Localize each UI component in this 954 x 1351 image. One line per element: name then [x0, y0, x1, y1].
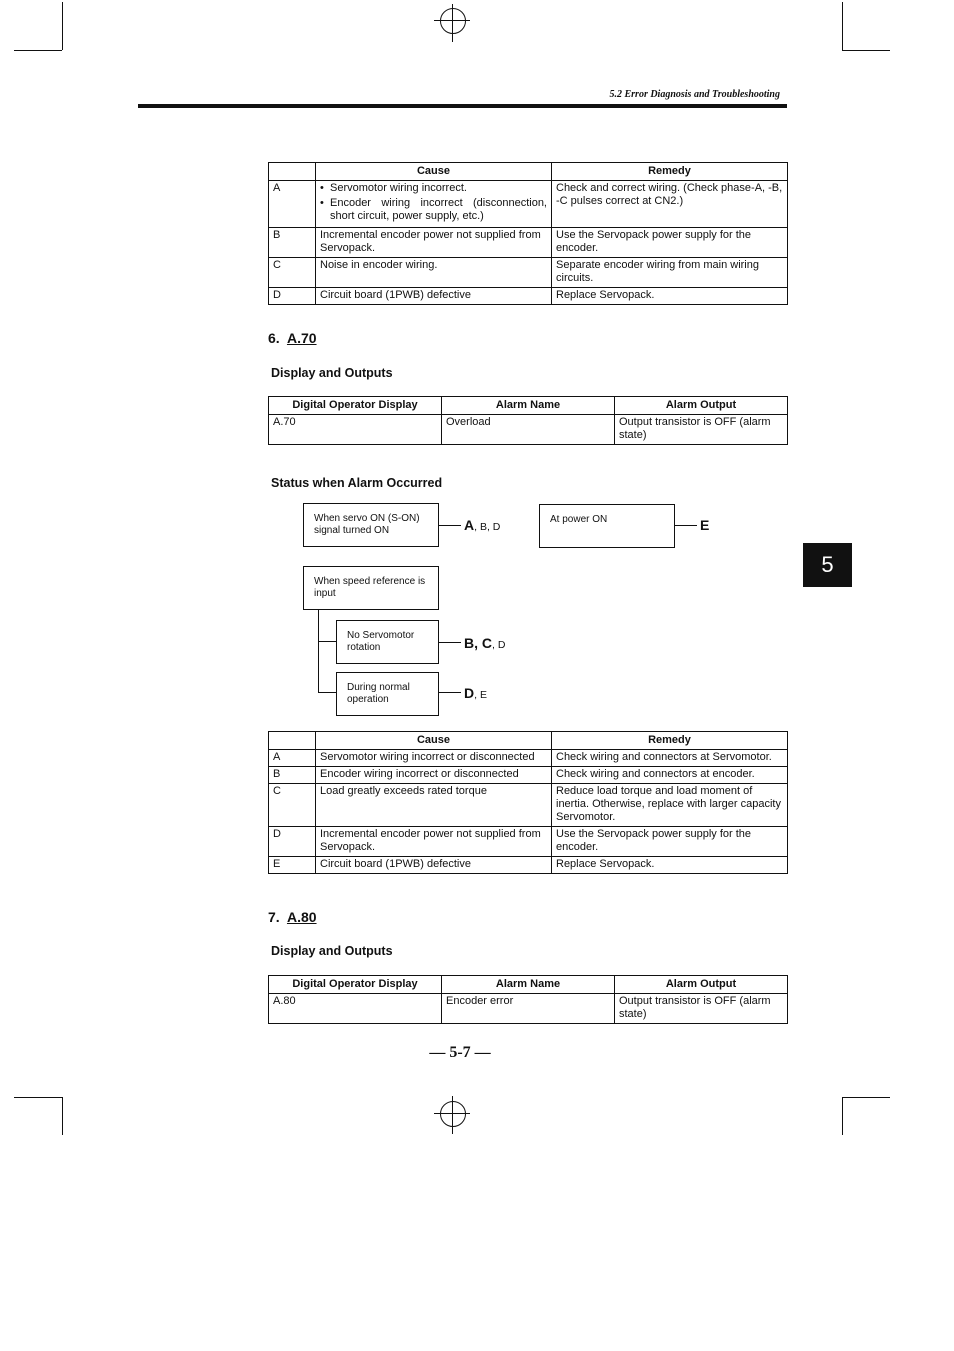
cause-remedy-table-a70: Cause Remedy A Servomotor wiring incorrect or disconnected Check wiring and connectors at Servomotor. B Encoder wiring incorrect or disconnected Check wiring and connectors at encoder. C Load greatly exceeds rated torque Reduce load torque and load moment of inertia. Otherwise, replace with larger capacity Servomotor. D Incremental encoder power not supplied from Servopack. Use the Servopack power supply for the encoder. E Circuit board (1PWB) defective Replace Servopack.	[268, 731, 788, 874]
table-row: D Incremental encoder power not supplied from Servopack. Use the Servopack power supply for the encoder.	[269, 827, 788, 857]
table-row: A.80 Encoder error Output transistor is OFF (alarm state)	[269, 994, 788, 1024]
table-row: B Encoder wiring incorrect or disconnected Check wiring and connectors at encoder.	[269, 767, 788, 784]
list-item: • Servomotor wiring incorrect.	[320, 182, 547, 195]
table-row: A • Servomotor wiring incorrect. • Encoder wiring incorrect (disconnection, short circuit, power supply, etc.) Check and correct wiring. (Check phase-A, -B, -C pulses correct at CN2.)	[269, 181, 788, 228]
subsection-heading: Display and Outputs	[271, 944, 393, 958]
display-outputs-table-a70: Digital Operator Display Alarm Name Alarm Output A.70 Overload Output transistor is OFF (alarm state)	[268, 396, 788, 445]
table-row: C Load greatly exceeds rated torque Reduce load torque and load moment of inertia. Otherwise, replace with larger capacity Servomotor.	[269, 784, 788, 827]
diagram-box-speed-reference: When speed reference is input	[303, 566, 439, 610]
table-row: B Incremental encoder power not supplied from Servopack. Use the Servopack power supply for the encoder.	[269, 228, 788, 258]
chapter-tab: 5	[803, 543, 852, 587]
diagram-label: D, E	[464, 685, 487, 701]
section-title: 6. A.70	[268, 330, 317, 346]
table-row: E Circuit board (1PWB) defective Replace Servopack.	[269, 857, 788, 874]
page-number: — 5-7 —	[429, 1044, 491, 1061]
cause-remedy-table-a60	[268, 162, 788, 305]
remedy-header: Remedy	[552, 163, 788, 181]
diagram-box-servo-on: When servo ON (S-ON) signal turned ON	[303, 503, 439, 547]
diagram-box-no-rotation: No Servomotor rotation	[336, 620, 439, 664]
cause-header: Cause	[316, 163, 552, 181]
diagram-box-power-on: At power ON	[539, 504, 675, 548]
table-row: A Servomotor wiring incorrect or disconnected Check wiring and connectors at Servomotor.	[269, 750, 788, 767]
table-row: C Noise in encoder wiring. Separate encoder wiring from main wiring circuits.	[269, 258, 788, 288]
section-title: 7. A.80	[268, 909, 317, 925]
diagram-label: A, B, D	[464, 517, 501, 533]
table-row: D Circuit board (1PWB) defective Replace Servopack.	[269, 288, 788, 305]
running-header: 5.2 Error Diagnosis and Troubleshooting	[609, 89, 780, 100]
display-outputs-table-a80: Digital Operator Display Alarm Name Alarm Output A.80 Encoder error Output transistor is OFF (alarm state)	[268, 975, 788, 1024]
subsection-heading: Display and Outputs	[271, 366, 393, 380]
diagram-label: B, C, D	[464, 635, 506, 651]
header-rule	[138, 104, 787, 108]
subsection-heading: Status when Alarm Occurred	[271, 476, 443, 490]
diagram-label: E	[700, 517, 710, 533]
table-row: A.70 Overload Output transistor is OFF (alarm state)	[269, 415, 788, 445]
diagram-box-normal-operation: During normal operation	[336, 672, 439, 716]
list-item: • Encoder wiring incorrect (disconnection, short circuit, power supply, etc.)	[320, 197, 547, 223]
